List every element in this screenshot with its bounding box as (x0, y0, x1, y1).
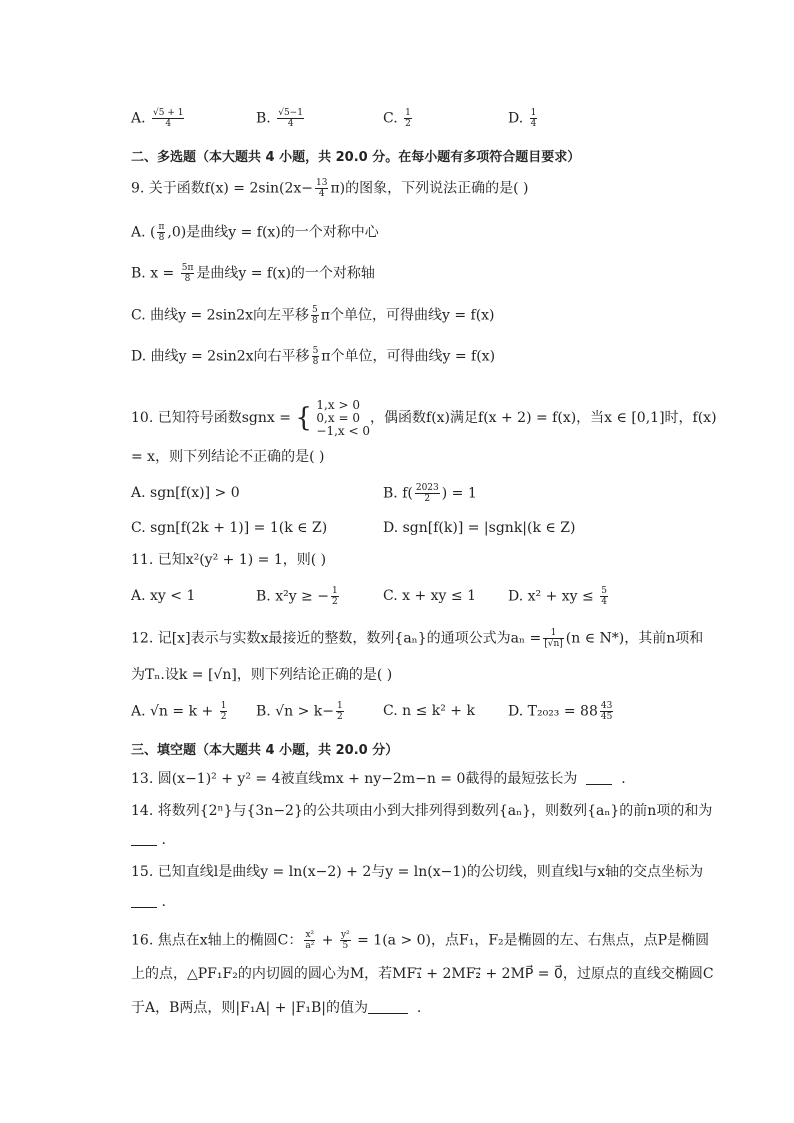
q10-stem-line1: 10. 已知符号函数sgnx = { 1,x > 0 0,x = 0 −1,x < 0 ，偶函数f(x)满足f(x + 2) = f(x)，当x ∈ [0,1]时，f(x) (131, 397, 717, 438)
q8-option-c: C. $\frac{1}{2}$ (383, 108, 411, 129)
q11-option-c: C. x + xy ≤ 1 (383, 588, 476, 604)
q10-stem-line2: = x，则下列结论不正确的是( ) (131, 449, 325, 465)
q11-option-d: D. x² + xy ≤ $\frac{5}{4}$ (508, 586, 607, 607)
q12-option-d: D. T₂₀₂₃ = 88 $\frac{43}{45}$ (508, 701, 613, 722)
q9-option-a: A. ( $\frac{\pi}{8}$ ,0)是曲线y = f(x)的一个对称中心 (131, 222, 379, 243)
q11-option-b: B. x²y ≥ − $\frac{1}{2}$ (256, 586, 338, 607)
q11-stem: 11. 已知x²(y² + 1) = 1，则( ) (131, 552, 327, 568)
q8-option-b: B. $\frac{√5-1}{4}$ (256, 108, 303, 129)
q10-option-d: D. sgn[f(k)] = |sgnk|(k ∈ Z) (383, 520, 576, 536)
answer-blank (586, 770, 612, 785)
answer-blank (131, 893, 157, 908)
section-heading-fill-in: 三、填空题（本大题共 4 小题，共 20.0 分） (131, 743, 399, 758)
q9-option-d: D. 曲线y = 2sin2x向右平移 $\frac{5}{8}$ π个单位，可得曲线y = f(x) (131, 346, 496, 367)
q12-stem-line1: 12. 记[x]表示与实数x最接近的整数，数列{aₙ}的通项公式为aₙ = $\frac{1}{[√n]}$ (n ∈ N*)，其前n项和 (131, 628, 704, 649)
section-heading-multi-choice: 二、多选题（本大题共 4 小题，共 20.0 分。在每小题有多项符合题目要求） (131, 150, 581, 165)
q12-stem-line2: 为Tₙ.设k = [√n]，则下列结论正确的是( ) (131, 667, 393, 683)
q10-option-c: C. sgn[f(2k + 1)] = 1(k ∈ Z) (131, 520, 328, 536)
q9-option-c: C. 曲线y = 2sin2x向左平移 $\frac{5}{8}$ π个单位，可得曲线y = f(x) (131, 305, 495, 326)
q10-option-a: A. sgn[f(x)] > 0 (131, 485, 240, 501)
q16-stem-line1: 16. 焦点在x轴上的椭圆C： $\frac{\text{x²}}{\text{a²}}$ + $\frac{\text{y²}}{5}$ = 1(a > 0)，点F₁，F₂是椭圆的左、右焦点，点P是椭圆 (131, 930, 710, 951)
q9-option-b: B. x = $\frac{5\pi}{8}$ 是曲线y = f(x)的一个对称轴 (131, 263, 375, 284)
q15-stem-line1: 15. 已知直线l是曲线y = ln(x−2) + 2与y = ln(x−1)的公切线，则直线l与x轴的交点坐标为 (131, 864, 704, 880)
q15-stem-line2: . (131, 892, 166, 912)
q13-stem: 13. 圆(x−1)² + y² = 4被直线mx + ny−2m−n = 0截得的最短弦长为 . (131, 771, 626, 787)
q12-option-b: B. √n > k− $\frac{1}{2}$ (256, 701, 343, 722)
q14-stem-line1: 14. 将数列{2ⁿ}与{3n−2}的公共项由小到大排列得到数列{aₙ}，则数列{aₙ}的前n项的和为 (131, 803, 713, 819)
brace-symbol: { (295, 403, 312, 433)
q10-option-b: B. f( $\frac{2023}{2}$ ) = 1 (383, 483, 477, 504)
q11-option-a: A. xy < 1 (131, 588, 196, 604)
q8-option-d: D. $\frac{1}{4}$ (508, 108, 537, 129)
piecewise-cases: 1,x > 0 0,x = 0 −1,x < 0 (316, 397, 371, 438)
q16-stem-line2: 上的点，△PF₁F₂的内切圆的圆心为M，若MF₁⃗ + 2MF₂⃗ + 2MP⃗ = 0⃗，过原点的直线交椭圆C (131, 966, 714, 982)
q12-option-c: C. n ≤ k² + k (383, 703, 475, 719)
q8-option-a: A. $\frac{√5 + 1}{4}$ (131, 108, 184, 129)
q9-stem: 9. 关于函数f(x) = 2sin(2x− $\frac{13}{4}$ π)的图象，下列说法正确的是( ) (131, 178, 529, 199)
q14-stem-line2: . (131, 830, 166, 850)
q16-stem-line3: 于A，B两点，则|F₁A| + |F₁B|的值为 . (131, 1000, 422, 1016)
q12-option-a: A. √n = k + $\frac{1}{2}$ (131, 701, 227, 722)
answer-blank (368, 999, 408, 1014)
answer-blank (131, 831, 157, 846)
